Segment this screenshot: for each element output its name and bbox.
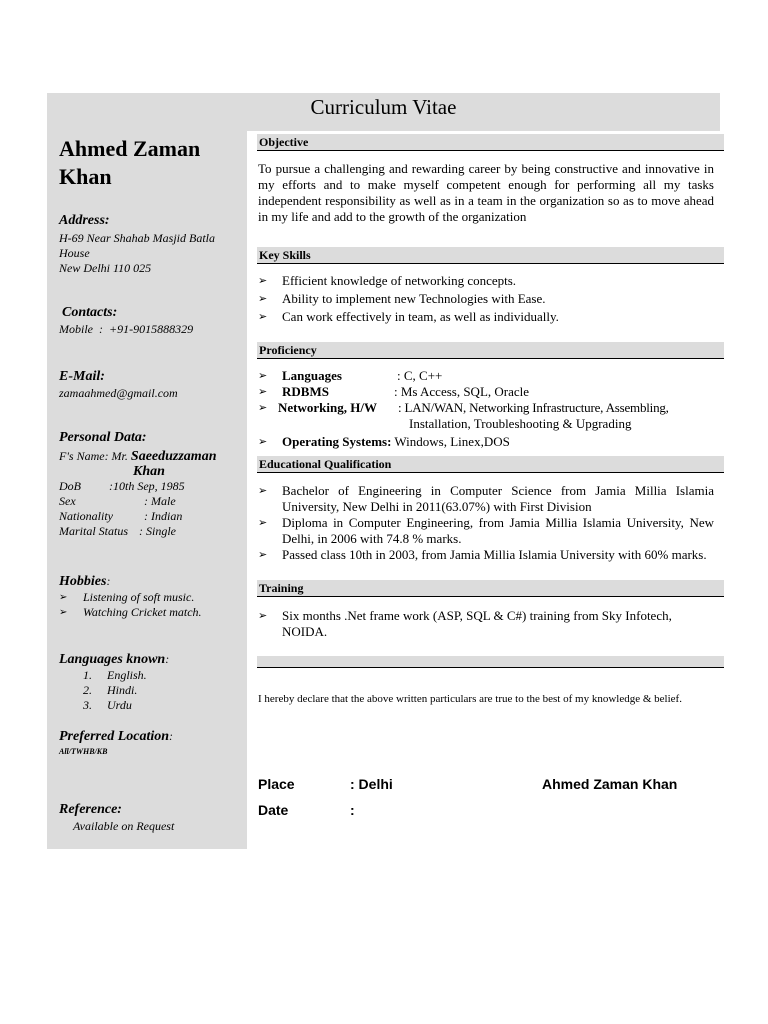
candidate-name	[59, 135, 239, 191]
proficiency-item: ➢ Operating Systems: Windows, Linex,DOS	[258, 434, 510, 449]
name-line-2: Khan	[59, 164, 112, 189]
key-skills-heading: Key Skills	[257, 247, 724, 264]
objective-heading: Objective	[257, 134, 724, 151]
location-value: All/TWHB/KB	[59, 747, 108, 756]
hobby-item: ➢ Listening of soft music.	[59, 590, 195, 604]
hobbies-block	[59, 572, 244, 620]
arrow-bullet-icon: ➢	[258, 549, 268, 561]
date-label: Date	[258, 802, 289, 818]
date-value: :	[350, 802, 355, 818]
place-value: : Delhi	[350, 776, 393, 792]
proficiency-item: ➢ Networking, H/W : LAN/WAN, Networking Infrastructure, Assembling,	[258, 400, 669, 415]
education-heading: Educational Qualification	[257, 456, 724, 473]
reference-heading: Reference:	[59, 802, 122, 817]
page-title: Curriculum Vitae	[310, 95, 457, 119]
arrow-bullet-icon: ➢	[59, 592, 68, 603]
reference-value: Available on Request	[73, 819, 175, 833]
education-item: ➢ Diploma in Computer Engineering, from Jamia Millia Islamia University, New Delhi, in 2006 with 74.8 % marks.	[258, 515, 714, 546]
arrow-bullet-icon: ➢	[258, 436, 268, 448]
proficiency-continuation: Installation, Troubleshooting & Upgrading	[409, 416, 632, 431]
arrow-bullet-icon: ➢	[258, 275, 268, 287]
languages-heading-row: Languages known:	[59, 652, 170, 667]
arrow-bullet-icon: ➢	[258, 311, 268, 323]
proficiency-list	[258, 368, 720, 450]
training-item: ➢ Six months .Net frame work (ASP, SQL & C#) training from Sky Infotech, NOIDA.	[258, 608, 672, 639]
proficiency-heading: Proficiency	[257, 342, 724, 359]
language-item: 2. Hindi.	[83, 683, 138, 697]
personal-label: Marital Status	[59, 524, 129, 538]
arrow-bullet-icon: ➢	[258, 386, 268, 398]
place-label: Place	[258, 776, 295, 792]
language-item: 1. English.	[83, 668, 147, 682]
address-heading: Address:	[59, 213, 110, 228]
father-label: F's Name: Mr.	[59, 449, 128, 463]
mobile-label: Mobile	[59, 322, 93, 336]
skill-item: ➢ Efficient knowledge of networking concepts.	[258, 273, 517, 288]
location-block	[59, 727, 244, 756]
arrow-bullet-icon: ➢	[59, 607, 68, 618]
personal-row	[59, 479, 244, 494]
personal-row	[59, 524, 244, 539]
language-item: 3. Urdu	[83, 698, 132, 712]
arrow-bullet-icon: ➢	[258, 517, 268, 529]
name-line-1: Ahmed Zaman	[59, 136, 201, 161]
personal-block	[59, 430, 244, 539]
address-line-3: New Delhi 110 025	[59, 261, 152, 275]
address-line-1: H-69 Near Shahab Masjid Batla	[59, 231, 215, 245]
proficiency-item: ➢ RDBMS : Ms Access, SQL, Oracle	[258, 384, 530, 399]
hobbies-heading-row: Hobbies:	[59, 574, 111, 589]
personal-row	[59, 509, 244, 524]
personal-row	[59, 494, 244, 509]
email-block	[59, 369, 244, 401]
contacts-heading: Contacts:	[62, 305, 118, 320]
personal-label: Sex	[59, 494, 76, 508]
location-heading-row: Preferred Location:	[59, 729, 174, 744]
hobbies-heading: Hobbies	[59, 574, 107, 589]
objective-text: To pursue a challenging and rewarding career by being constructive and innovative in my efforts and to make myself competent enough for performing all my tasks independent responsibility as well as in a team in the organization so as to move ahead in my life and add to the growth of the organization	[258, 161, 714, 224]
personal-heading: Personal Data:	[59, 430, 147, 445]
education-item: ➢ Bachelor of Engineering in Computer Science from Jamia Millia Islamia University, New Delhi in 2011(63.07%) with First Division	[258, 483, 714, 514]
reference-block	[59, 802, 244, 834]
personal-value: : Indian	[144, 509, 183, 523]
languages-block	[59, 650, 244, 713]
address-block	[59, 213, 244, 276]
education-list	[258, 483, 714, 563]
personal-label: DoB	[59, 479, 81, 493]
email-value: zamaahmed@gmail.com	[59, 386, 178, 400]
declaration-text: I hereby declare that the above written particulars are true to the best of my knowledge & belief.	[258, 693, 682, 705]
education-item: ➢ Passed class 10th in 2003, from Jamia Millia Islamia University with 60% marks.	[258, 547, 707, 562]
training-list	[258, 608, 714, 640]
personal-value: : Single	[139, 524, 176, 538]
address-line-2: House	[59, 246, 90, 260]
languages-heading: Languages known	[59, 652, 166, 667]
arrow-bullet-icon: ➢	[258, 485, 268, 497]
key-skills-list	[258, 273, 714, 325]
arrow-bullet-icon: ➢	[258, 402, 268, 414]
arrow-bullet-icon: ➢	[258, 610, 268, 622]
father-value-1: Saeeduzzaman	[130, 449, 217, 464]
mobile-row: Mobile : +91-9015888329	[59, 322, 194, 336]
section-divider	[257, 656, 724, 668]
father-name-row	[59, 449, 244, 464]
location-heading: Preferred Location	[59, 729, 170, 744]
contacts-block	[62, 305, 247, 321]
personal-value: :10th Sep, 1985	[109, 479, 185, 493]
arrow-bullet-icon: ➢	[258, 293, 268, 305]
skill-item: ➢ Ability to implement new Technologies with Ease.	[258, 291, 546, 306]
proficiency-item: ➢ Languages : C, C++	[258, 368, 443, 383]
father-value-2: Khan	[133, 464, 165, 479]
personal-label: Nationality	[59, 509, 113, 523]
mobile-value: +91-9015888329	[109, 322, 194, 336]
signer-name: Ahmed Zaman Khan	[542, 776, 678, 792]
personal-value: : Male	[144, 494, 176, 508]
email-heading: E-Mail:	[59, 369, 105, 384]
training-heading: Training	[257, 580, 724, 597]
arrow-bullet-icon: ➢	[258, 370, 268, 382]
skill-item: ➢ Can work effectively in team, as well as individually.	[258, 309, 559, 324]
hobby-item: ➢ Watching Cricket match.	[59, 605, 202, 619]
